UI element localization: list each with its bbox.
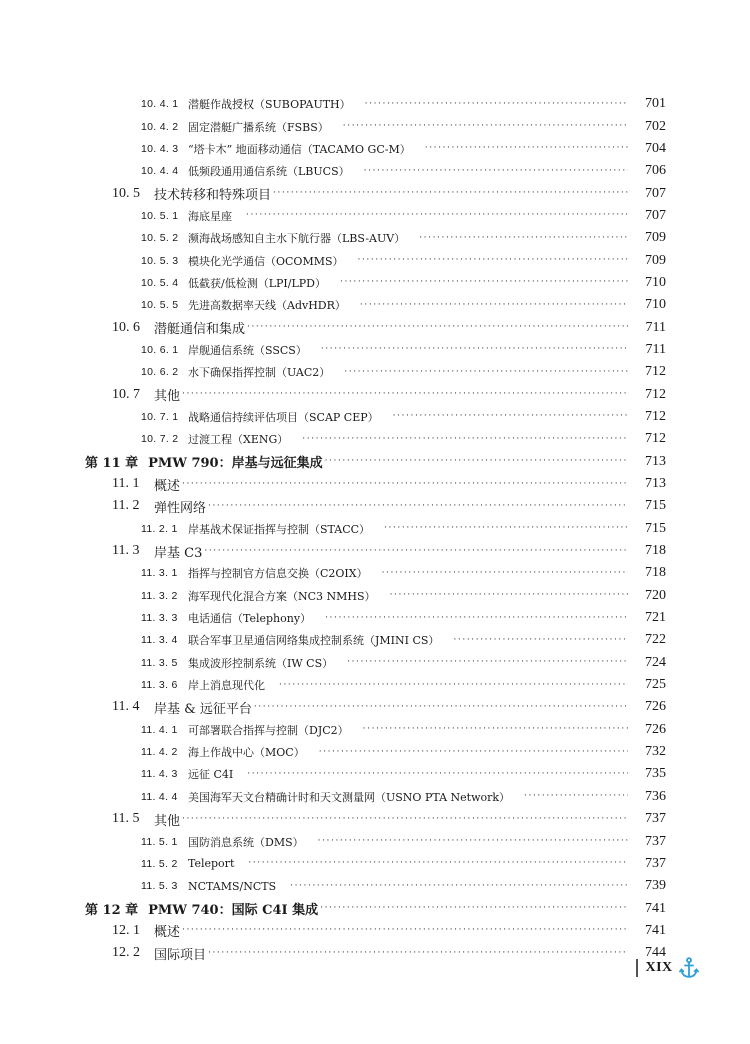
toc-entry[interactable] (0, 562, 750, 584)
toc-entry[interactable] (0, 897, 750, 919)
dot-leader (248, 859, 628, 868)
toc-entry-page: 718 (645, 543, 666, 559)
toc-entry-title: NCTAMS/NCTS (188, 879, 277, 893)
toc-entry-title: 海底星座 (188, 209, 232, 223)
dot-leader (343, 122, 628, 131)
toc-entry-number: 10. 7. 2 (141, 433, 179, 446)
dot-leader (364, 167, 628, 176)
dot-leader (302, 435, 628, 444)
toc-entry[interactable] (0, 674, 750, 696)
toc-entry-number: 10. 6 (112, 319, 140, 335)
toc-entry[interactable] (0, 786, 750, 808)
toc-entry-number: 11. 3. 4 (141, 634, 178, 647)
toc-entry-title: 远征 C4I (188, 768, 234, 782)
page-footer (636, 955, 699, 981)
toc-entry-page: 710 (645, 297, 666, 313)
dot-leader (382, 569, 628, 578)
dot-leader (384, 524, 628, 533)
dot-leader (182, 926, 628, 935)
toc-entry-page: 707 (645, 207, 666, 223)
toc-entry-title: 潜艇作战授权（SUBOPAUTH） (188, 98, 351, 112)
toc-entry-number: 10. 4. 4 (141, 165, 179, 178)
toc-entry-number: 11. 3. 6 (141, 679, 178, 692)
toc-entry[interactable] (0, 406, 750, 428)
toc-entry-number: 11. 2 (112, 498, 140, 514)
toc-entry[interactable] (0, 830, 750, 852)
toc-entry[interactable] (0, 741, 750, 763)
toc-entry[interactable] (0, 473, 750, 495)
toc-entry[interactable] (0, 249, 750, 271)
dot-leader (182, 390, 628, 399)
toc-entry[interactable] (0, 763, 750, 785)
toc-entry-title: 战略通信持续评估项目（SCAP CEP） (188, 410, 379, 424)
dot-leader (419, 234, 628, 243)
dot-leader (390, 591, 628, 600)
toc-entry-number: 12. 1 (112, 922, 140, 938)
dot-leader (340, 278, 628, 287)
toc-entry-number: 10. 6. 1 (141, 343, 179, 356)
toc-entry-title: PMW 740：国际 C4I 集成 (148, 903, 319, 919)
toc-entry[interactable] (0, 182, 750, 204)
toc-entry-title: 濒海战场感知自主水下航行器（LBS-AUV） (188, 232, 406, 246)
toc-entry[interactable] (0, 853, 750, 875)
toc-entry[interactable] (0, 585, 750, 607)
toc-entry-number: 11. 4. 2 (141, 746, 178, 759)
toc-entry[interactable] (0, 383, 750, 405)
dot-leader (247, 323, 628, 332)
toc-entry[interactable] (0, 93, 750, 115)
toc-entry-title: 海军现代化混合方案（NC3 NMHS） (188, 589, 376, 603)
toc-entry[interactable] (0, 451, 750, 473)
toc-entry[interactable] (0, 629, 750, 651)
toc-entry[interactable] (0, 652, 750, 674)
toc-entry-number: 11. 4 (112, 699, 140, 715)
toc-entry-number: 10. 5. 2 (141, 232, 179, 245)
toc-entry[interactable] (0, 920, 750, 942)
dot-leader (347, 658, 628, 667)
toc-entry-page: 712 (645, 386, 666, 402)
toc-entry-page: 709 (645, 252, 666, 268)
toc-entry-title: 岸上消息现代化 (188, 679, 265, 693)
toc-entry-title: 岸基 C3 (154, 545, 203, 561)
dot-leader (363, 725, 628, 734)
toc-entry-title: 岸基 & 远征平台 (154, 701, 252, 717)
dot-leader (524, 792, 628, 801)
toc-entry-page: 744 (645, 945, 666, 961)
toc-entry-number: 11. 4. 4 (141, 790, 178, 803)
toc-entry-page: 715 (645, 498, 666, 514)
toc-entry-number: 10. 5. 3 (141, 254, 179, 267)
dot-leader (318, 837, 628, 846)
toc-entry-number: 11. 4. 1 (141, 723, 178, 736)
toc-entry[interactable] (0, 607, 750, 629)
toc-entry-title: 可部署联合指挥与控制（DJC2） (188, 723, 349, 737)
toc-entry-number: 11. 4. 3 (141, 768, 178, 781)
anchor-icon (679, 957, 699, 979)
toc-entry-number: 11. 3 (112, 543, 140, 559)
toc-entry-number: 11. 3. 3 (141, 612, 178, 625)
toc-entry-page: 712 (645, 364, 666, 380)
dot-leader (319, 748, 628, 757)
toc-entry-page: 712 (645, 431, 666, 447)
toc-entry-page: 711 (645, 319, 666, 335)
toc-entry-page: 710 (645, 274, 666, 290)
toc-entry-title: 集成波形控制系统（IW CS） (188, 656, 334, 670)
toc-entry-title: 弹性网络 (154, 500, 207, 516)
toc-entry-title: 概述 (154, 925, 181, 941)
toc-entry-number: 10. 5. 5 (141, 299, 179, 312)
toc-entry[interactable] (0, 875, 750, 897)
dot-leader (204, 547, 628, 556)
toc-entry-page: 713 (645, 476, 666, 492)
toc-entry-title: 岸舰通信系统（SSCS） (188, 343, 307, 357)
toc-entry-page: 732 (645, 744, 666, 760)
toc-entry[interactable] (0, 361, 750, 383)
toc-entry-title: 岸基战术保证指挥与控制（STACC） (188, 522, 371, 536)
toc-entry-page: 726 (645, 699, 666, 715)
toc-entry-number: 11. 5. 1 (141, 835, 178, 848)
toc-entry-page: 720 (645, 587, 666, 603)
toc-entry-number: 10. 5. 1 (141, 209, 179, 222)
dot-leader (273, 189, 628, 198)
toc-entry-title: 其他 (154, 813, 181, 829)
toc-entry-number: 10. 5 (112, 185, 140, 201)
toc-entry-page: 715 (645, 520, 666, 536)
dot-leader (279, 681, 628, 690)
toc-entry-number: 12. 2 (112, 945, 140, 961)
toc-entry-title: 国际项目 (154, 947, 207, 963)
toc-entry-number: 11. 1 (112, 476, 140, 492)
toc-entry[interactable] (0, 540, 750, 562)
toc-entry[interactable] (0, 227, 750, 249)
dot-leader (344, 368, 628, 377)
dot-leader (182, 815, 628, 824)
toc-entry-title: 国防消息系统（DMS） (188, 835, 304, 849)
toc-entry-page: 709 (645, 230, 666, 246)
toc-entry-page: 706 (645, 163, 666, 179)
toc-entry[interactable] (0, 808, 750, 830)
toc-entry[interactable] (0, 696, 750, 718)
toc-entry-page: 739 (645, 878, 666, 894)
dot-leader (358, 256, 628, 265)
toc-entry-page: 711 (645, 341, 666, 357)
toc-entry-title: 水下确保指挥控制（UAC2） (188, 366, 331, 380)
dot-leader (182, 480, 628, 489)
toc-entry-number: 10. 4. 1 (141, 98, 179, 111)
toc-entry-title: 先进高数据率天线（AdvHDR） (188, 299, 346, 313)
toc-entry-title: 电话通信（Telephony） (188, 612, 312, 626)
toc-entry-page: 737 (645, 833, 666, 849)
dot-leader (325, 614, 628, 623)
toc-entry[interactable] (0, 339, 750, 361)
toc-entry-title: Teleport (188, 857, 235, 871)
footer-divider (636, 959, 638, 977)
toc-entry-page: 726 (645, 721, 666, 737)
toc-entry-title: 联合军事卫星通信网络集成控制系统（JMINI CS） (188, 634, 440, 648)
toc-entry-page: 736 (645, 788, 666, 804)
toc-entry-number: 第 11 章 (85, 456, 139, 472)
toc-entry-page: 707 (645, 185, 666, 201)
dot-leader (360, 301, 628, 310)
toc-entry-title: 低频段通用通信系统（LBUCS） (188, 165, 350, 179)
toc-entry[interactable] (0, 160, 750, 182)
toc-entry[interactable] (0, 719, 750, 741)
dot-leader (365, 100, 628, 109)
toc-entry-number: 第 12 章 (85, 903, 139, 919)
toc-entry-page: 721 (645, 610, 666, 626)
toc-entry-number: 11. 3. 1 (141, 567, 178, 580)
toc-entry-page: 712 (645, 408, 666, 424)
toc-entry-number: 11. 3. 2 (141, 589, 178, 602)
toc-entry[interactable] (0, 316, 750, 338)
dot-leader (247, 770, 628, 779)
toc-entry[interactable] (0, 428, 750, 450)
dot-leader (325, 457, 628, 466)
dot-leader (425, 144, 628, 153)
dot-leader (254, 703, 628, 712)
toc-entry[interactable] (0, 518, 750, 540)
toc-entry-title: 指挥与控制官方信息交换（C2OIX） (188, 567, 368, 581)
toc-entry-number: 10. 5. 4 (141, 276, 179, 289)
toc-entry-page: 702 (645, 118, 666, 134)
toc-entry-title: 潜艇通信和集成 (154, 322, 246, 338)
toc-entry-number: 10. 6. 2 (141, 366, 179, 379)
toc-entry-title: 其他 (154, 389, 181, 405)
toc-entry-number: 11. 5 (112, 811, 140, 827)
dot-leader (393, 412, 628, 421)
toc-entry-title: “塔卡木” 地面移动通信（TACAMO GC-M） (188, 142, 411, 156)
dot-leader (246, 211, 628, 220)
toc-entry-title: 固定潜艇广播系统（FSBS） (188, 120, 329, 134)
toc-entry[interactable] (0, 272, 750, 294)
dot-leader (453, 636, 628, 645)
toc-entry[interactable] (0, 495, 750, 517)
toc-entry-number: 10. 4. 3 (141, 142, 179, 155)
toc-entry[interactable] (0, 294, 750, 316)
toc-entry-title: 模块化光学通信（OCOMMS） (188, 254, 344, 268)
toc-entry[interactable] (0, 138, 750, 160)
toc-entry-page: 741 (645, 900, 666, 916)
toc-entry-title: 海上作战中心（MOC） (188, 746, 305, 760)
toc-entry-title: 概述 (154, 478, 181, 494)
table-of-contents (0, 93, 750, 964)
toc-entry[interactable] (0, 115, 750, 137)
toc-entry-page: 737 (645, 855, 666, 871)
dot-leader (208, 949, 628, 958)
dot-leader (208, 502, 628, 511)
toc-entry-number: 10. 7. 1 (141, 410, 179, 423)
toc-entry-title: 美国海军天文台精确计时和天文测量网（USNO PTA Network） (188, 790, 511, 804)
toc-entry-title: PMW 790：岸基与远征集成 (148, 456, 323, 472)
toc-entry-title: 技术转移和特殊项目 (154, 188, 272, 204)
toc-entry-page: 741 (645, 922, 666, 938)
toc-entry[interactable] (0, 205, 750, 227)
toc-entry-page: 722 (645, 632, 666, 648)
toc-entry-page: 725 (645, 677, 666, 693)
toc-entry-number: 11. 5. 2 (141, 857, 178, 870)
dot-leader (320, 904, 628, 913)
toc-entry-title: 过渡工程（XENG） (188, 433, 289, 447)
toc-entry-page: 704 (645, 140, 666, 156)
toc-entry-number: 10. 4. 2 (141, 120, 179, 133)
toc-entry-title: 低截获/低检测（LPI/LPD） (188, 276, 326, 290)
toc-entry-page: 713 (645, 453, 666, 469)
toc-entry-page: 724 (645, 654, 666, 670)
page-number-label: XIX (645, 960, 673, 975)
toc-entry-number: 11. 5. 3 (141, 880, 178, 893)
dot-leader (290, 882, 628, 891)
toc-entry-page: 718 (645, 565, 666, 581)
toc-entry-page: 735 (645, 766, 666, 782)
dot-leader (321, 345, 628, 354)
toc-entry-number: 10. 7 (112, 386, 140, 402)
toc-entry-page: 737 (645, 811, 666, 827)
toc-entry-number: 11. 3. 5 (141, 656, 178, 669)
toc-entry-number: 11. 2. 1 (141, 522, 178, 535)
toc-entry-page: 701 (645, 96, 666, 112)
